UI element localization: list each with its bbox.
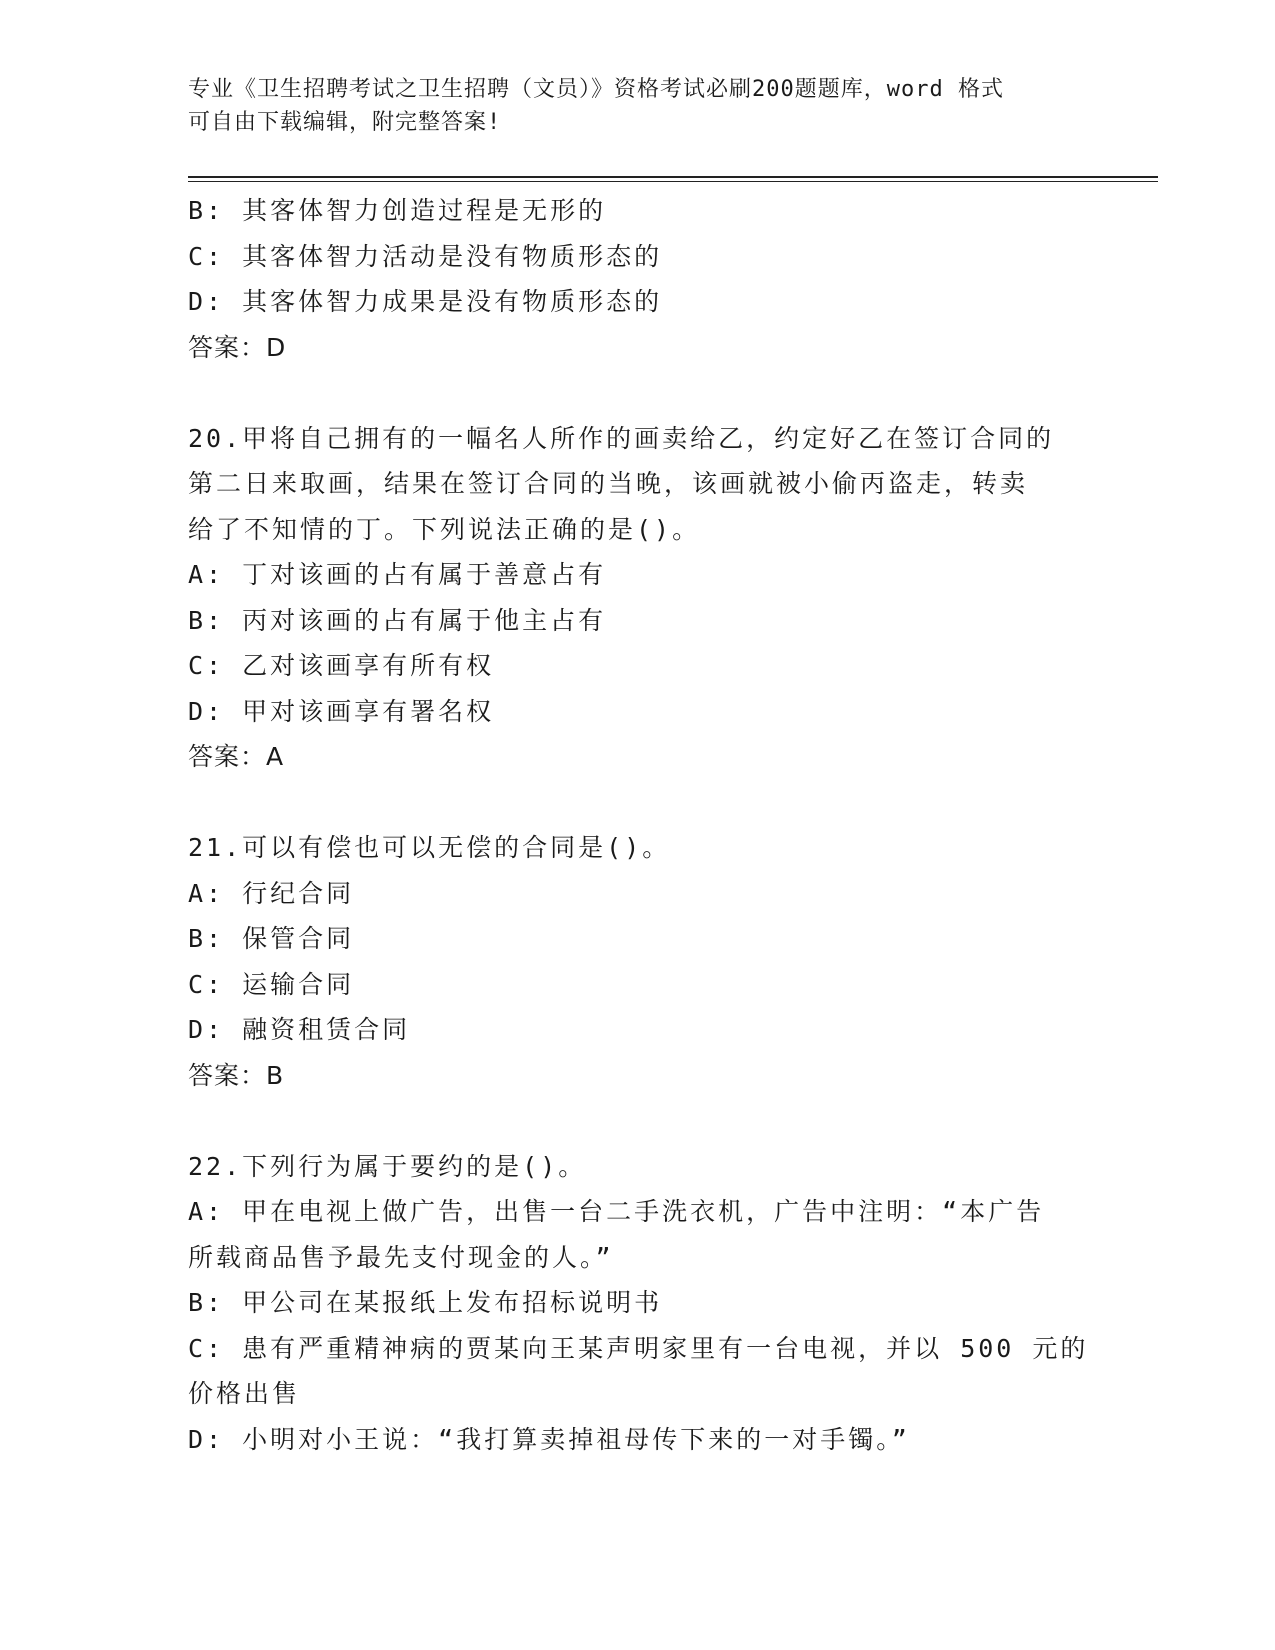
q20-option-d: D: 甲对该画享有署名权	[188, 696, 495, 726]
q19-option-c: C: 其客体智力活动是没有物质形态的	[188, 241, 663, 271]
q21-option-b: B: 保管合同	[188, 924, 355, 953]
document-header	[188, 73, 1088, 139]
q20-stem-line-2: 第二日来取画，结果在签订合同的当晚，该画就被小偷丙盗走，转卖	[188, 469, 1029, 498]
q20-option-c: C: 乙对该画享有所有权	[188, 651, 495, 680]
q22-option-a-line-2: 所载商品售予最先支付现金的人。”	[188, 1242, 614, 1272]
header-line-1: 专业《卫生招聘考试之卫生招聘（文员）》资格考试必刷200题题库，word 格式	[188, 77, 1004, 102]
spacer	[188, 1098, 1088, 1144]
q20-stem-line-1: 20.甲将自己拥有的一幅名人所作的画卖给乙，约定好乙在签订合同的	[188, 423, 1055, 453]
q22-option-d: D: 小明对小王说：“我打算卖掉祖母传下来的一对手镯。”	[188, 1424, 910, 1454]
q19-option-d: D: 其客体智力成果是没有物质形态的	[188, 287, 663, 316]
q22-option-b: B: 甲公司在某报纸上发布招标说明书	[188, 1288, 663, 1317]
q19-option-b: B: 其客体智力创造过程是无形的	[188, 196, 607, 225]
q20-option-b: B: 丙对该画的占有属于他主占有	[188, 605, 607, 635]
q21-option-c: C: 运输合同	[188, 969, 355, 999]
q21-option-a: A: 行纪合同	[188, 878, 355, 908]
header-divider-thin	[188, 181, 1158, 182]
q20-option-a: A: 丁对该画的占有属于善意占有	[188, 560, 607, 589]
spacer	[188, 370, 1088, 416]
q21-stem: 21.可以有偿也可以无偿的合同是()。	[188, 833, 671, 862]
question-content	[188, 188, 1088, 1462]
q20-answer: 答案：A	[188, 742, 285, 771]
q22-stem: 22.下列行为属于要约的是()。	[188, 1151, 587, 1181]
q19-answer: 答案：D	[188, 332, 287, 362]
q21-answer: 答案：B	[188, 1060, 285, 1090]
q20-stem-line-3: 给了不知情的丁。下列说法正确的是()。	[188, 514, 701, 544]
q22-option-c-line-1: C: 患有严重精神病的贾某向王某声明家里有一台电视，并以 500 元的	[188, 1333, 1089, 1363]
q22-option-c-line-2: 价格出售	[188, 1379, 301, 1408]
header-line-2: 可自由下载编辑，附完整答案!	[188, 110, 502, 135]
q21-option-d: D: 融资租赁合同	[188, 1015, 411, 1044]
spacer	[188, 780, 1088, 826]
q22-option-a-line-1: A: 甲在电视上做广告，出售一台二手洗衣机，广告中注明：“本广告	[188, 1197, 1045, 1226]
header-divider-thick	[188, 176, 1158, 178]
